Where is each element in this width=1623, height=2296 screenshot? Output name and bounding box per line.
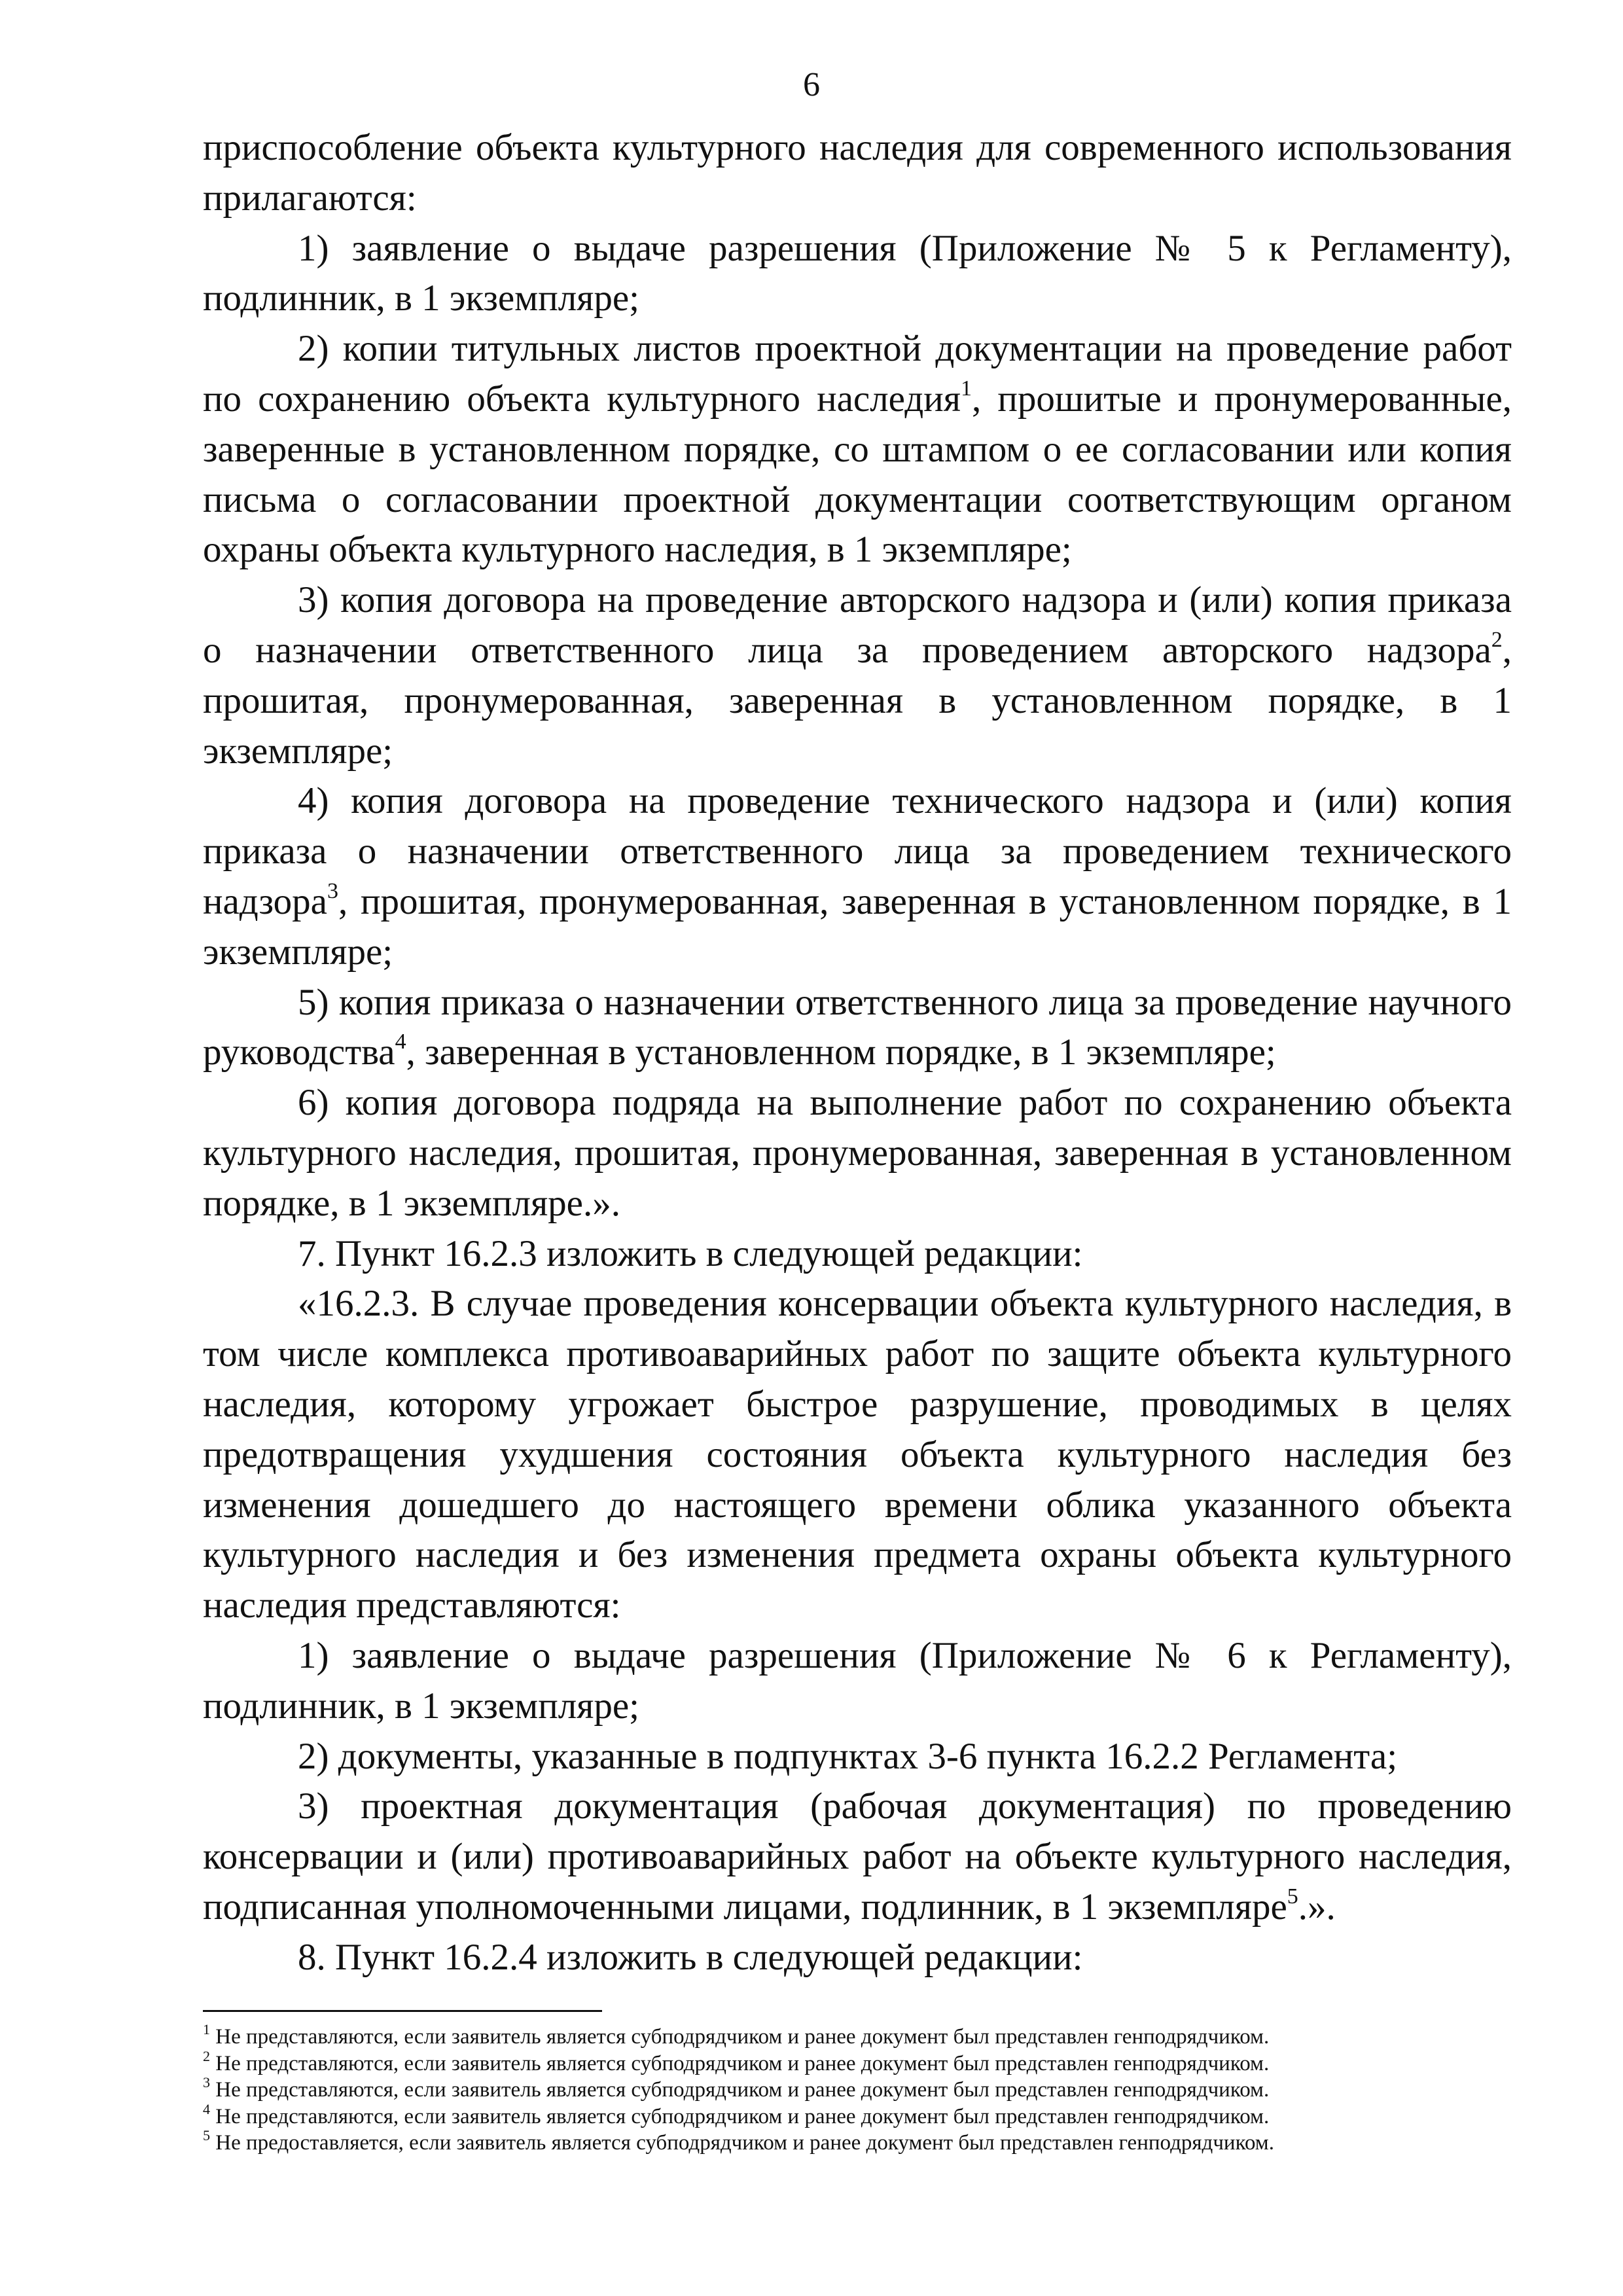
footnote-ref: 5 <box>1287 1884 1298 1909</box>
paragraph-item-1: 1) заявление о выдаче разрешения (Приложение № 5 к Регламенту), подлинник, в 1 экземпляре; <box>203 227 1512 319</box>
footnote-ref: 4 <box>395 1030 406 1054</box>
footnote-divider <box>203 2010 602 2012</box>
footnote-ref: 1 <box>960 376 972 401</box>
paragraph-item-3: 3) копия договора на проведение авторского надзора и (или) копия приказа о назначении ответственного лица за проведением авторского надзора$^2$, прошитая, пронумерованная, заверенная в установленном порядке, в 1 экземпляре; <box>203 579 1512 772</box>
footnote-3: $^3$ Не представляются, если заявитель является субподрядчиком и ранее документ был представлен генподрядчиком. <box>203 2074 1270 2102</box>
footnote-2: $^2$ Не представляются, если заявитель является субподрядчиком и ранее документ был представлен генподрядчиком. <box>203 2047 1270 2075</box>
footnote-5: $^5$ Не предоставляется, если заявитель является субподрядчиком и ранее документ был представлен генподрядчиком. <box>203 2127 1274 2155</box>
paragraph-conservation-item-1: 1) заявление о выдаче разрешения (Приложение № 6 к Регламенту), подлинник, в 1 экземпляре; <box>203 1634 1512 1727</box>
paragraph-clause-7: 7. Пункт 16.2.3 изложить в следующей редакции: <box>298 1232 1083 1274</box>
paragraph-item-5: 5) копия приказа о назначении ответственного лица за проведение научного руководства$^4$, заверенная в установленном порядке, в 1 экземпляре; <box>203 981 1512 1073</box>
footnote-1: $^1$ Не представляются, если заявитель является субподрядчиком и ранее документ был представлен генподрядчиком. <box>203 2021 1270 2049</box>
footnote-ref: 3 <box>327 878 338 903</box>
paragraph-conservation-item-3: 3) проектная документация (рабочая документация) по проведению консервации и (или) противоаварийных работ на объекте культурного наследия, подписанная уполномоченными лицами, подлинник, в 1 экземпляре$^5$.». <box>203 1785 1512 1928</box>
page-number: 6 <box>803 66 820 103</box>
paragraph-item-4: 4) копия договора на проведение технического надзора и (или) копия приказа о назначении ответственного лица за проведением технического надзора$^3$, прошитая, пронумерованная, заверенная в установленном порядке, в 1 экземпляре; <box>203 780 1512 973</box>
paragraph-clause-16-2-3: «16.2.3. В случае проведения консервации объекта культурного наследия, в том числе комплекса противоаварийных работ по защите объекта культурного наследия, которому угрожает быстрое разрушение, проводимых в целях предотвращения ухудшения состояния объекта культурного наследия без изменения дошедшего до настоящего времени облика указанного объекта культурного наследия и без изменения предмета охраны объекта культурного наследия представляются: <box>203 1283 1512 1626</box>
footnotes <box>203 2021 1512 2157</box>
paragraph-item-2: 2) копии титульных листов проектной документации на проведение работ по сохранению объекта культурного наследия$^1$, прошитые и пронумерованные, заверенные в установленном порядке, со штампом о ее согласовании или копия письма о согласовании проектной документации соответствующим органом охраны объекта культурного наследия, в 1 экземпляре; <box>203 328 1512 571</box>
paragraph-clause-8: 8. Пункт 16.2.4 изложить в следующей редакции: <box>298 1936 1083 1978</box>
paragraph-item-6: 6) копия договора подряда на выполнение работ по сохранению объекта культурного наследия, прошитая, пронумерованная, заверенная в установленном порядке, в 1 экземпляре.». <box>203 1082 1512 1224</box>
document-body <box>203 123 1512 1982</box>
footnote-ref: 2 <box>1491 627 1503 652</box>
paragraph-intro: приспособление объекта культурного наследия для современного использования прилагаются: <box>203 127 1512 219</box>
footnote-4: $^4$ Не представляются, если заявитель является субподрядчиком и ранее документ был представлен генподрядчиком. <box>203 2100 1270 2128</box>
paragraph-conservation-item-2: 2) документы, указанные в подпунктах 3-6 пункта 16.2.2 Регламента; <box>298 1735 1398 1777</box>
